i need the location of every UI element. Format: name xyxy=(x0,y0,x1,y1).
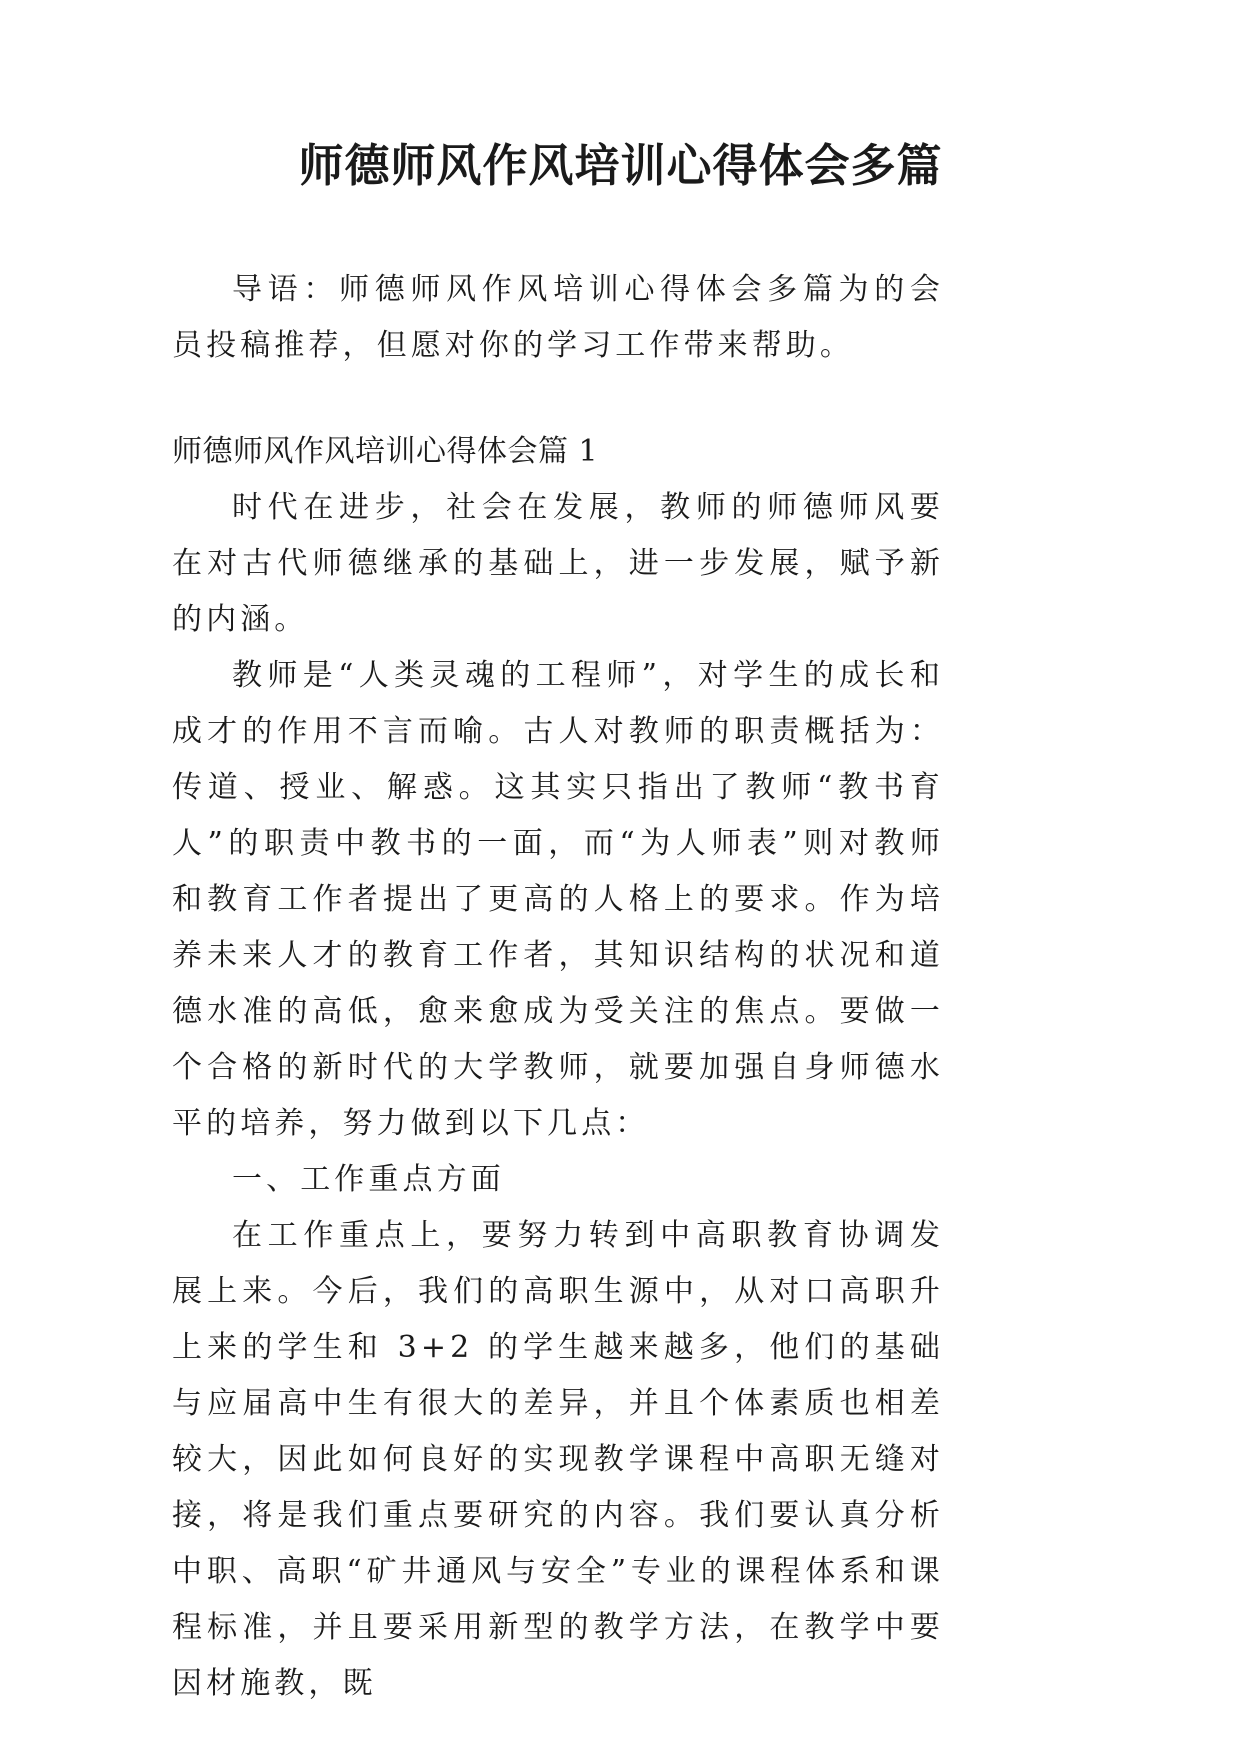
body-paragraph: 教师是“人类灵魂的工程师”，对学生的成长和成才的作用不言而喻。古人对教师的职责概括为：传道、授业、解惑。这其实只指出了教师“教书育人”的职责中教书的一面，而“为人师表”则对教师和教育工作者提出了更高的人格上的要求。作为培养未来人才的教育工作者，其知识结构的状况和道德水准的高低，愈来愈成为受关注的焦点。要做一个合格的新时代的大学教师，就要加强自身师德水平的培养，努力做到以下几点： xyxy=(172,658,944,1141)
body-paragraph: 在工作重点上，要努力转到中高职教育协调发展上来。今后，我们的高职生源中，从对口高职升上来的学生和 3+2 的学生越来越多，他们的基础与应届高中生有很大的差异，并且个体素质也相差较大，因此如何良好的实现教学课程中高职无缝对接，将是我们重点要研究的内容。我们要认真分析中职、高职“矿井通风与安全”专业的课程体系和课程标准，并且要采用新型的教学方法，在教学中要因材施教，既 xyxy=(172,1218,944,1701)
document-title: 师德师风作风培训心得体会多篇 xyxy=(298,139,943,192)
subsection-heading: 一、工作重点方面 xyxy=(232,1162,505,1197)
body-paragraph: 时代在进步，社会在发展，教师的师德师风要在对古代师德继承的基础上，进一步发展，赋予新的内涵。 xyxy=(172,490,944,637)
section-heading: 师德师风作风培训心得体会篇 1 xyxy=(172,434,599,469)
document-body xyxy=(172,262,944,1712)
lead-paragraph: 导语：师德师风作风培训心得体会多篇为的会员投稿推荐，但愿对你的学习工作带来帮助。 xyxy=(172,272,944,363)
